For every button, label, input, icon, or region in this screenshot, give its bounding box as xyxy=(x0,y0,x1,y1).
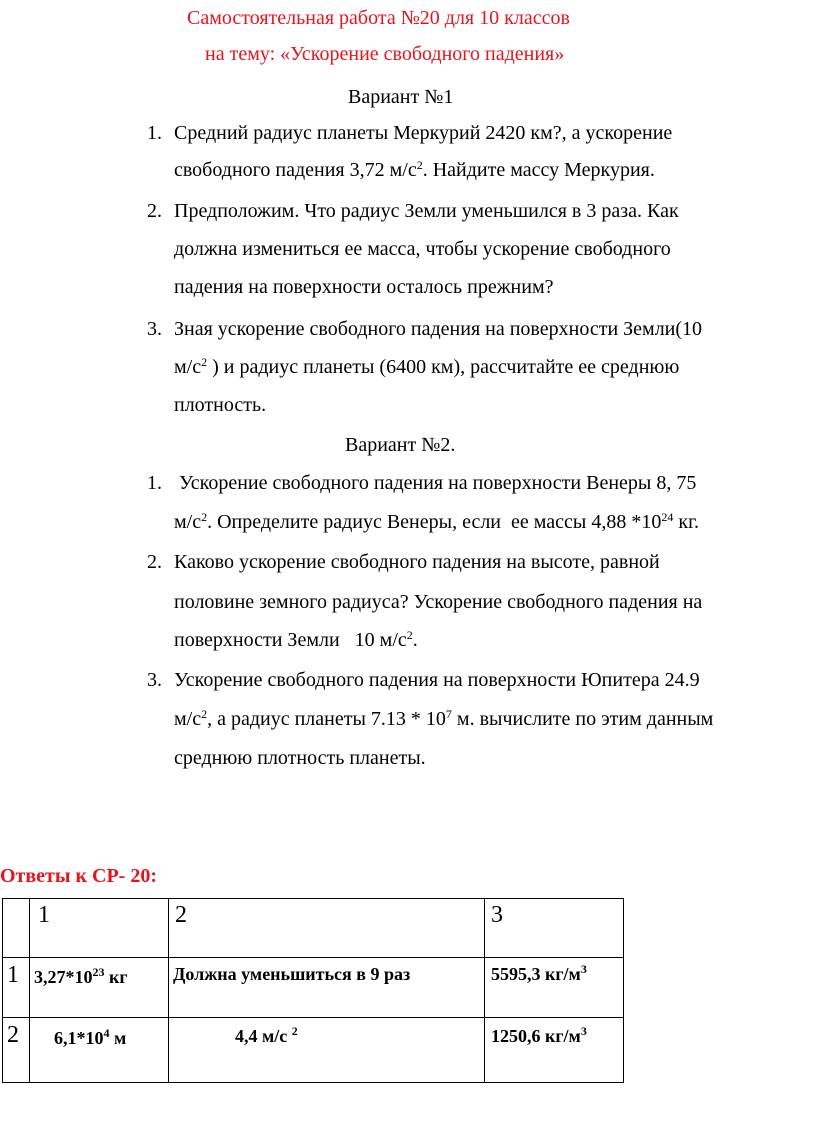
v1-q3-line3: плотность. xyxy=(174,394,267,416)
v1-q3-line2: $м/с^2$ ) и радиус планеты (6400 км), рассчитайте ее среднюю xyxy=(174,355,680,378)
document-topic: на тему: «Ускорение свободного падения» xyxy=(205,43,565,65)
v2-q2-line2: половине земного радиуса? Ускорение свободного падения на xyxy=(174,591,703,613)
document-title: Самостоятельная работа №20 для 10 классов xyxy=(187,7,570,29)
answers-header-col3: 3 xyxy=(485,899,624,958)
v1-q1-number: 1. xyxy=(147,122,162,144)
v2-q3-line3: среднюю плотность планеты. xyxy=(174,747,426,769)
v2-q2-line3: поверхности Земли 10 $м/с^2$. xyxy=(174,628,418,651)
variant2-heading: Вариант №2. xyxy=(345,434,456,456)
answers-row-1-col1: $3,27*10^{23}$ кг xyxy=(30,958,169,1018)
answers-row-1-col2: Должна уменьшиться в 9 раз xyxy=(169,958,485,1018)
answers-row-2-label: 2 xyxy=(3,1018,30,1083)
answers-row-1 xyxy=(3,958,624,1018)
answers-header-corner xyxy=(3,899,30,958)
answers-table xyxy=(2,898,624,1083)
answers-row-2-col1: $6,1*10^4$ м xyxy=(30,1018,169,1083)
v1-q2-number: 2. xyxy=(147,200,162,222)
v2-q2-line1: Каково ускорение свободного падения на высоте, равной xyxy=(174,551,660,573)
v2-q1-line1: Ускорение свободного падения на поверхности Венеры 8, 75 xyxy=(174,472,697,494)
answers-header-col1: 1 xyxy=(30,899,169,958)
v2-q1-line2: $м/с^2$. Определите радиус Венеры, если ее массы 4,88 $*10^{24}$ кг. xyxy=(174,510,700,533)
v1-q3-line1: Зная ускорение свободного падения на поверхности Земли(10 xyxy=(174,318,703,340)
answers-row-2-col3: 1250,6 $кг/м^3$ xyxy=(485,1018,624,1083)
answers-header-col2: 2 xyxy=(169,899,485,958)
answers-header-row xyxy=(3,899,624,958)
v2-q3-number: 3. xyxy=(147,669,162,691)
variant1-heading: Вариант №1 xyxy=(348,86,454,108)
answers-row-1-col3: 5595,3 $кг/м^3$ xyxy=(485,958,624,1018)
v1-q3-number: 3. xyxy=(147,318,162,340)
v2-q3-line1: Ускорение свободного падения на поверхности Юпитера 24.9 xyxy=(174,669,700,691)
answers-row-2-col2: 4,4 м/с $^2$ xyxy=(169,1018,485,1083)
answers-row-2 xyxy=(3,1018,624,1083)
v1-q2-line2: должна измениться ее масса, чтобы ускорение свободного xyxy=(174,238,671,260)
v2-q3-line2: $м/с^2$, а радиус планеты $7.13 * 10^7$ м. вычислите по этим данным xyxy=(174,707,714,730)
answers-title: Ответы к СР- 20: xyxy=(0,865,158,887)
v2-q1-number: 1. xyxy=(147,472,162,494)
answers-row-1-label: 1 xyxy=(3,958,30,1018)
v2-q2-number: 2. xyxy=(147,551,162,573)
v1-q2-line1: Предположим. Что радиус Земли уменьшился в 3 раза. Как xyxy=(174,200,679,222)
v1-q1-line1: Средний радиус планеты Меркурий 2420 км?, а ускорение xyxy=(174,122,673,144)
v1-q1-line2: свободного падения 3,72 $м/с^2$. Найдите массу Меркурия. xyxy=(174,158,655,181)
v1-q2-line3: падения на поверхности осталось прежним? xyxy=(174,276,554,298)
